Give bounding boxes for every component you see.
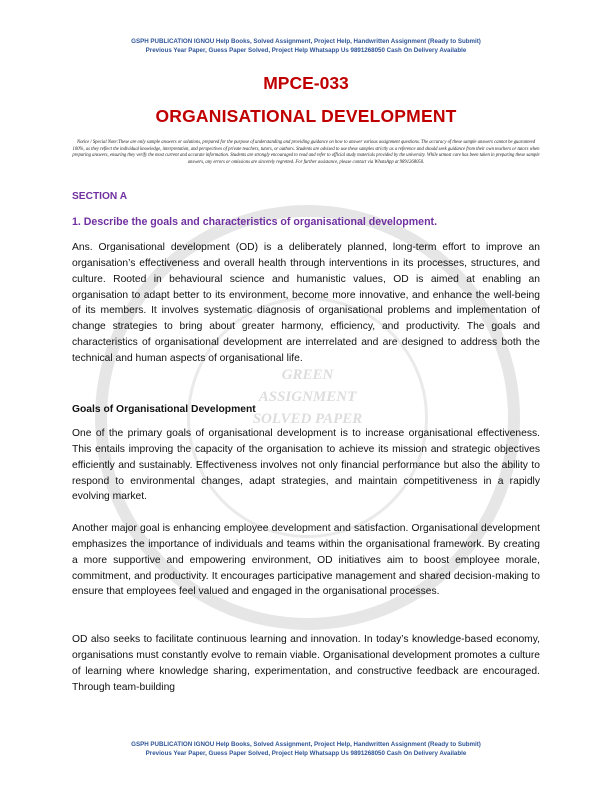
- watermark-text-1: GREEN: [281, 367, 334, 383]
- header-line-2: Previous Year Paper, Guess Paper Solved, Project Help Whatsapp Us 9891268050 Cash On Delivery Available: [145, 46, 467, 54]
- course-code: MPCE-033: [263, 73, 349, 93]
- answer-paragraph-1: Ans. Organisational development (OD) is a deliberately planned, long-term effort to improve an organisation’s effectiveness and overall health through interventions in its processes, structures, and culture. Rooted in behavioural science and humanistic values, OD is aimed at enabling an organisation to adapt better to its environment, become more innovative, and enhance the well-being of its members. It involves systematic diagnosis of organisational problems and implementation of change strategies to bring about greater harmony, efficiency, and productivity. The goals and characteristics of organisational development are interrelated and are designed to address both the technical and human aspects of organisational life.: [72, 242, 540, 364]
- section-heading: SECTION A: [72, 191, 128, 202]
- watermark-text-3: SOLVED PAPER: [252, 411, 363, 427]
- page-header: [60, 38, 552, 55]
- disclaimer-notice: Notice / Special Note:These are only sample answers or solutions, prepared for the purpose of understanding and providing guidance on how to answer various assignment questions. The accuracy of these sample answers cannot be guaranteed 100%, as they reflect the individual knowledge, interpretation, and perspectives of private teachers, tutors, or authors. Students are advised to use these samples strictly as a reference and should seek guidance from their own teachers or tutors when preparing answers, ensuring they verify the most current and accurate information. Students are strongly encouraged to read and refer to official study materials provided by the university. While utmost care has been taken in preparing these sample answers, any errors or omissions are sincerely regretted. For further assistance, please contact via WhatsApp at 9891268050.: [72, 140, 540, 165]
- answer-paragraph-4: OD also seeks to facilitate continuous learning and innovation. In today’s knowledge-based economy, organisations must constantly evolve to remain viable. Organisational development promotes a culture of learning where knowledge sharing, experimentation, and constructive feedback are encouraged. Through team-building: [72, 634, 540, 693]
- footer-line-2: Previous Year Paper, Guess Paper Solved, Project Help Whatsapp Us 9891268050 Cash On Delivery Available: [145, 749, 467, 757]
- page-footer: [60, 741, 552, 758]
- answer-paragraph-3: Another major goal is enhancing employee development and satisfaction. Organisational development emphasizes the importance of individuals and teams within the organisational framework. By creating a more supportive and empowering environment, OD initiatives aim to boost employee morale, commitment, and productivity. It encourages participative management and shared decision-making to ensure that employees feel valued and engaged in the organisational processes.: [72, 523, 540, 598]
- footer-line-1: GSPH PUBLICATION IGNOU Help Books, Solved Assignment, Project Help, Handwritten Assignment (Ready to Submit): [131, 741, 481, 748]
- watermark-text-2: ASSIGNMENT: [258, 389, 357, 405]
- answer-paragraph-2: One of the primary goals of organisational development is to increase organisational effectiveness. This entails improving the capacity of the organisation to achieve its mission and strategic objectives efficiently and sustainably. Effectiveness involves not only financial performance but also the ability to respond to environmental changes, adapt strategies, and maintain competitiveness in a rapidly evolving market.: [72, 428, 540, 503]
- header-line-1: GSPH PUBLICATION IGNOU Help Books, Solved Assignment, Project Help, Handwritten Assignment (Ready to Submit): [131, 38, 481, 45]
- goals-subheading: Goals of Organisational Development: [72, 404, 256, 415]
- question-heading: 1. Describe the goals and characteristics of organisational development.: [72, 216, 438, 228]
- document-title: ORGANISATIONAL DEVELOPMENT: [155, 106, 457, 126]
